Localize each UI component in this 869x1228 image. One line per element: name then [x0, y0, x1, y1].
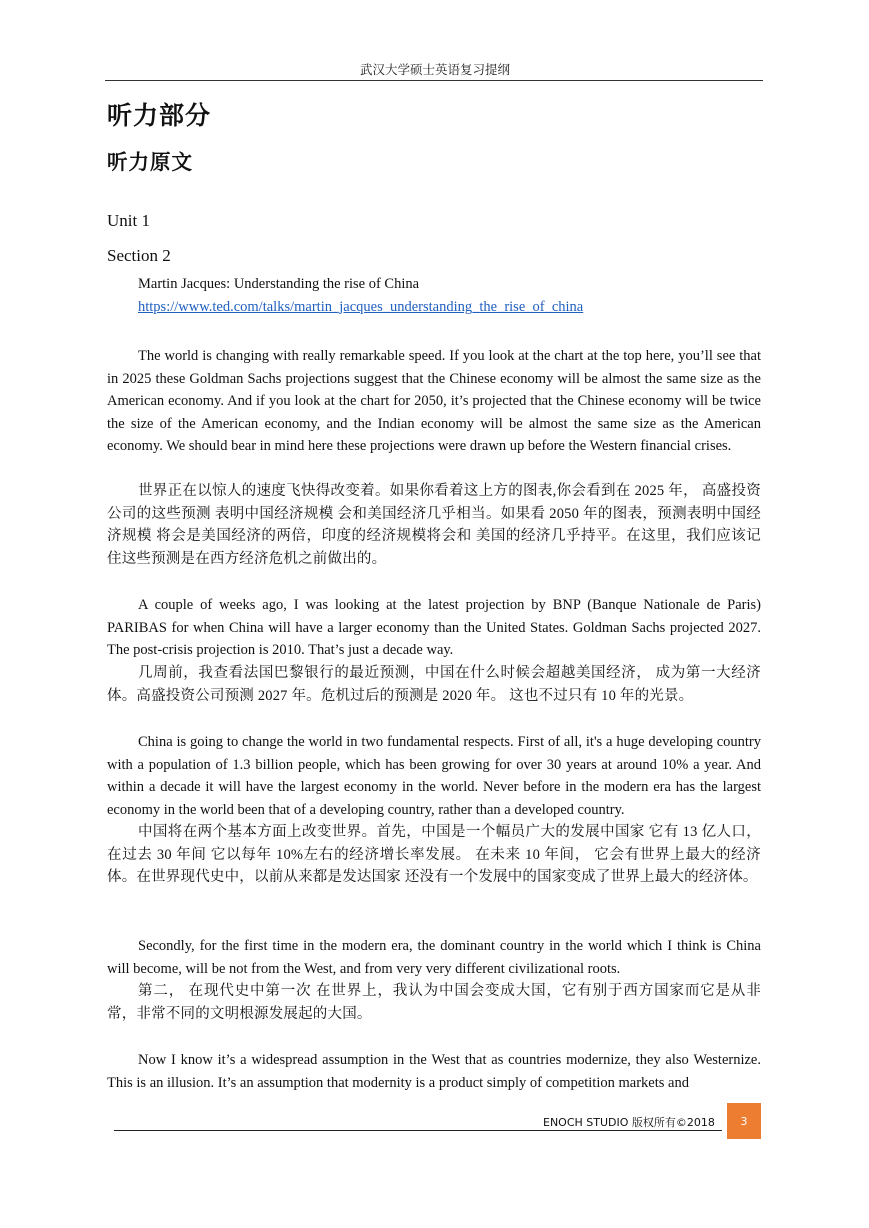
- running-header: 武汉大学硕士英语复习提纲: [359, 63, 510, 77]
- paragraph-en-1: The world is changing with really remarkable speed. If you look at the chart at the top here, you’ll see that in 2025 these Goldman Sachs projections suggest that the Chinese economy will be almost the same size as the American economy. And if you look at the chart for 2050, it’s projected that the Chinese economy will be twice the size of the American economy, and the Indian economy will be almost the same size as the American economy. We should bear in mind here these projections were drawn up before the Western financial crises.: [107, 348, 761, 455]
- heading-listening-part: 听力部分: [107, 103, 212, 130]
- unit-label: Unit 1: [107, 211, 150, 230]
- page-number-badge: 3: [727, 1103, 761, 1139]
- paragraph-zh-3: 中国将在两个基本方面上改变世界。首先，中国是一个幅员广大的发展中国家 它有 13 亿人口，在过去 30 年间 它以每年 10%左右的经济增长率发展。 在未来 10 年间， 它会有世界上最大的经济体。在世界现代史中，以前从来都是发达国家 还没有一个发展中的国家变成了世界上最大的经济体。: [107, 824, 761, 886]
- paragraph-en-4: Secondly, for the first time in the modern era, the dominant country in the world which I think is China will become, will be not from the West, and from very very different civilizational roots.: [107, 938, 761, 977]
- paragraph-zh-4: 第二， 在现代史中第一次 在世界上，我认为中国会变成大国，它有别于西方国家而它是从非常，非常不同的文明根源发展起的大国。: [107, 983, 761, 1022]
- talk-title: Martin Jacques: Understanding the rise of China: [138, 276, 420, 292]
- paragraph-en-2: A couple of weeks ago, I was looking at the latest projection by BNP (Banque Nationale de Paris) PARIBAS for when China will have a larger economy than the United States. Goldman Sachs projected 2027. The post-crisis projection is 2010. That’s just a decade way.: [107, 597, 761, 659]
- heading-listening-transcript: 听力原文: [107, 152, 193, 174]
- paragraph-en-3: China is going to change the world in two fundamental respects. First of all, it's a huge developing country with a population of 1.3 billion people, which has been growing for over 30 years at around 10% a year. And within a decade it will have the largest economy in the world. Never before in the modern era has the largest economy in the world been that of a developing country, rather than a developed country.: [107, 734, 761, 818]
- footer-copyright: ENOCH STUDIO 版权所有©2018: [543, 1116, 715, 1129]
- paragraph-zh-2: 几周前，我查看法国巴黎银行的最近预测，中国在什么时候会超越美国经济， 成为第一大经济体。高盛投资公司预测 2027 年。危机过后的预测是 2020 年。 这也不过只有 10 年的光景。: [107, 665, 761, 704]
- talk-link[interactable]: https://www.ted.com/talks/martin_jacques_understanding_the_rise_of_china: [138, 299, 584, 315]
- paragraph-en-5: Now I know it’s a widespread assumption in the West that as countries modernize, they also Westernize. This is an illusion. It’s an assumption that modernity is a product simply of competition markets and: [107, 1052, 761, 1091]
- paragraph-zh-1: 世界正在以惊人的速度飞快得改变着。如果你看着这上方的图表,你会看到在 2025 年， 高盛投资公司的这些预测 表明中国经济规模 会和美国经济几乎相当。如果看 2050 年的图表，预测表明中国经济规模 将会是美国经济的两倍，印度的经济规模将会和 美国的经济几乎持平。在这里，我们应该记住这些预测是在西方经济危机之前做出的。: [107, 483, 761, 567]
- header-divider: [105, 80, 763, 81]
- footer-divider: [114, 1130, 722, 1131]
- section-label: Section 2: [107, 246, 171, 265]
